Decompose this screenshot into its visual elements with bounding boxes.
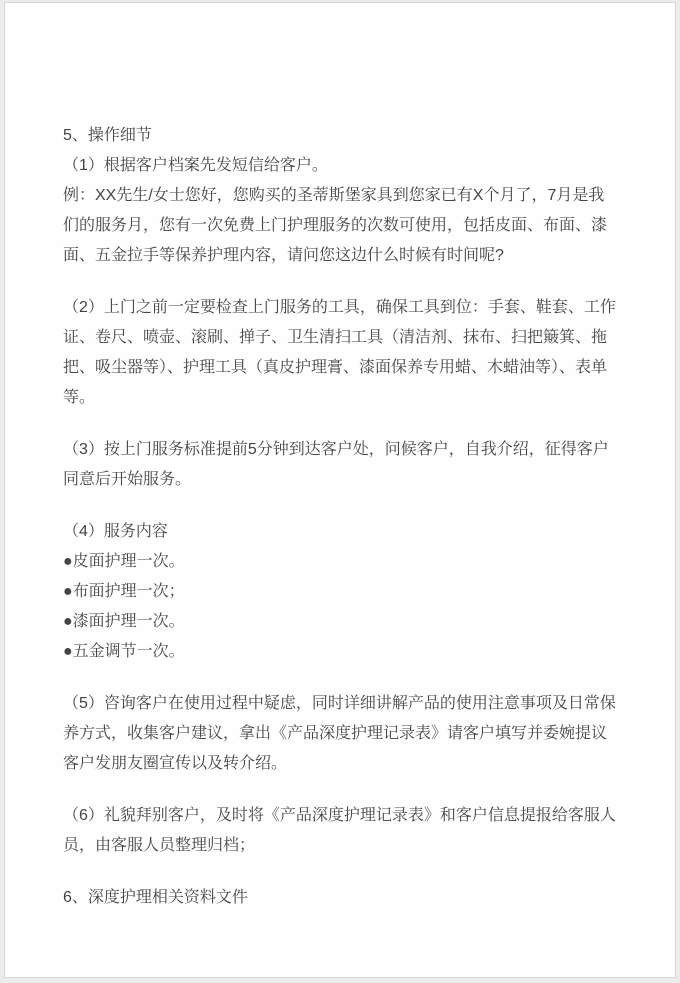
section-5-heading: 5、操作细节 [63, 127, 152, 144]
service-item-fabric [63, 577, 620, 607]
step-1-example-text: 例：XX先生/女士您好，您购买的圣蒂斯堡家具到您家已有X个月了，7月是我们的服务月，您有一次免费上门护理服务的次数可使用，包括皮面、布面、漆面、五金拉手等保养护理内容，请问您这边什么时候有时间呢? [63, 187, 608, 264]
service-item-hardware [63, 637, 620, 667]
step-6-text: （6）礼貌拜别客户，及时将《产品深度护理记录表》和客户信息提报给客服人员，由客服人员整理归档； [63, 807, 616, 854]
step-4-block [63, 517, 620, 667]
document-content [63, 121, 620, 935]
service-item-label: 皮面护理一次。 [72, 553, 185, 570]
step-3-block [63, 435, 620, 495]
section-6-block [63, 883, 620, 913]
step-2-text: （2）上门之前一定要检查上门服务的工具，确保工具到位：手套、鞋套、工作证、卷尺、喷壶、滚刷、掸子、卫生清扫工具（清洁剂、抹布、扫把簸箕、拖把、吸尘器等）、护理工具（真皮护理膏、漆面保养专用蜡、木蜡油等）、表单等。 [63, 299, 616, 406]
section-5-intro-block [63, 121, 620, 271]
bullet-icon: ● [63, 643, 73, 660]
step-5-text: （5）咨询客户在使用过程中疑虑，同时详细讲解产品的使用注意事项及日常保养方式，收集客户建议，拿出《产品深度护理记录表》请客户填写并委婉提议客户发朋友圈宣传以及转介绍。 [63, 695, 616, 772]
step-1-text: （1）根据客户档案先发短信给客户。 [63, 157, 328, 174]
step-5-block [63, 689, 620, 779]
step-2-block [63, 293, 620, 413]
document-page [4, 2, 676, 978]
step-3-text: （3）按上门服务标准提前5分钟到达客户处，问候客户，自我介绍，征得客户同意后开始服务。 [63, 441, 609, 488]
bullet-icon: ● [63, 583, 73, 600]
step-6-block [63, 801, 620, 861]
service-item-paint [63, 607, 620, 637]
service-item-label: 布面护理一次； [72, 583, 185, 600]
service-item-leather [63, 547, 620, 577]
step-4-heading: （4）服务内容 [63, 523, 168, 540]
service-item-label: 五金调节一次。 [72, 643, 185, 660]
section-6-heading: 6、深度护理相关资料文件 [63, 889, 248, 906]
service-item-label: 漆面护理一次。 [72, 613, 185, 630]
bullet-icon: ● [63, 553, 73, 570]
bullet-icon: ● [63, 613, 73, 630]
